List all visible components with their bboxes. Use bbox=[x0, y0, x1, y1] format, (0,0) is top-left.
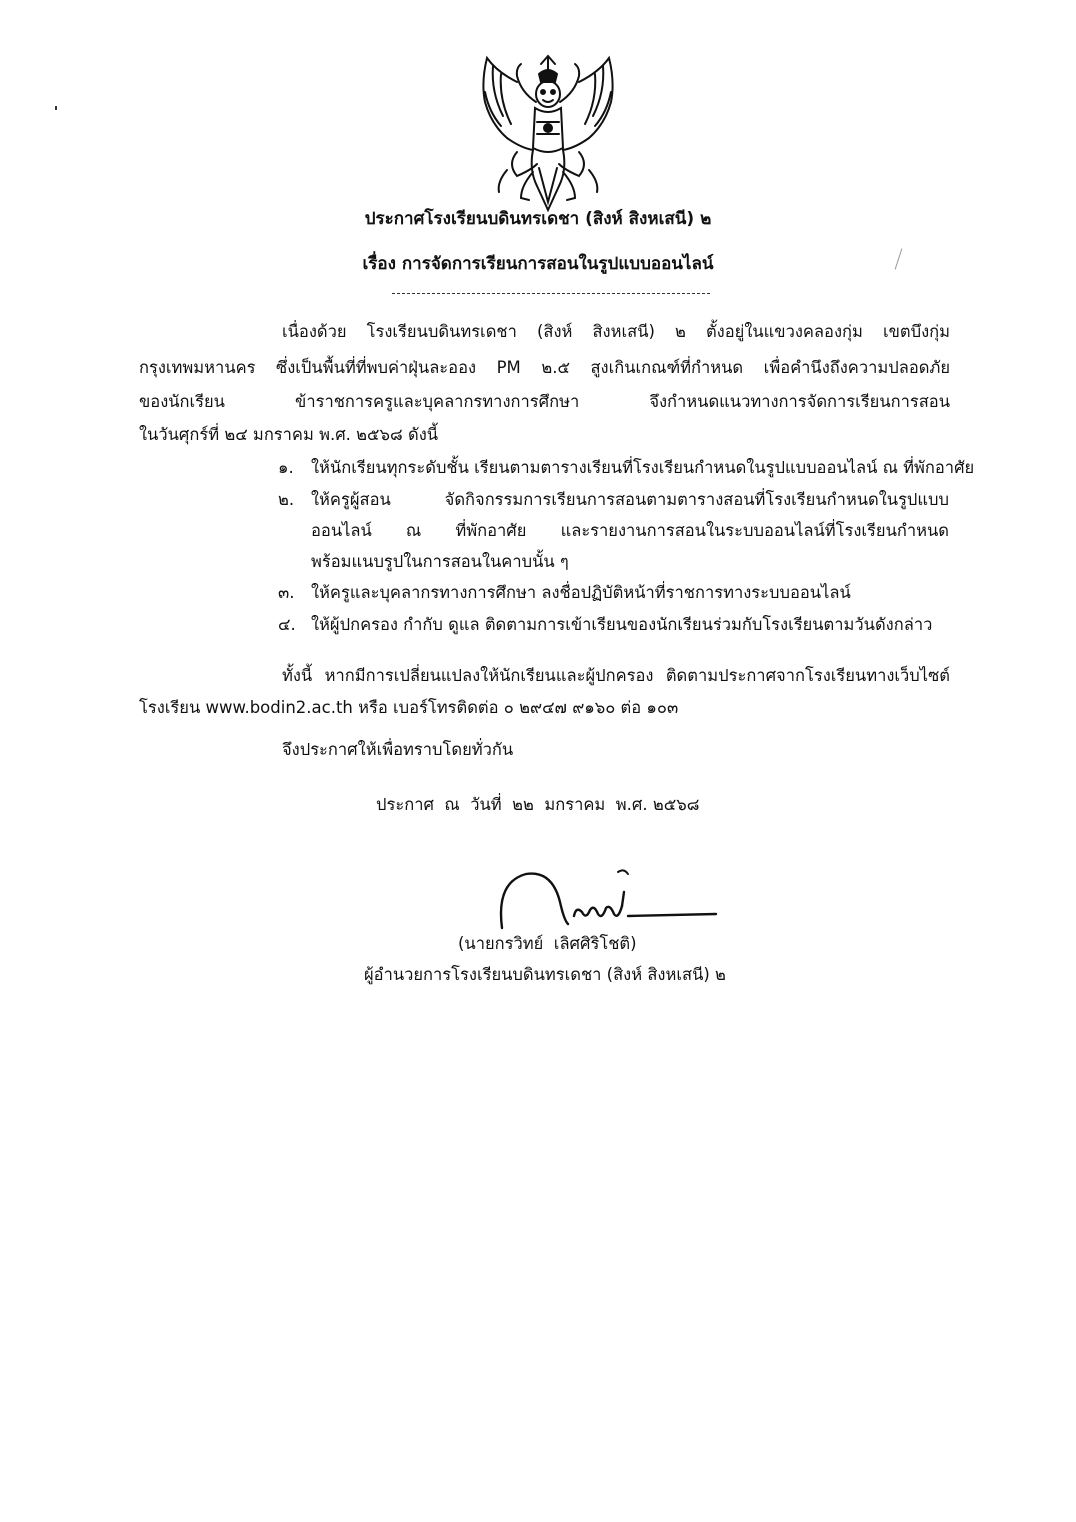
announcement-title: ประกาศโรงเรียนบดินทรเดชา (สิงห์ สิงหเสนี) ๒ bbox=[364, 209, 712, 229]
signatory-position: ผู้อำนวยการโรงเรียนบดินทรเดชา (สิงห์ สิงหเสนี) ๒ bbox=[364, 965, 726, 984]
item-number: ๔. bbox=[278, 615, 296, 634]
announcement-date: ประกาศ ณ วันที่ ๒๒ มกราคม พ.ศ. ๒๕๖๘ bbox=[376, 795, 700, 814]
item-3-line-1: ให้ครูและบุคลากรทางการศึกษา ลงชื่อปฏิบัติหน้าที่ราชการทางระบบออนไลน์ bbox=[311, 583, 851, 602]
intro-line-1: เนื่องด้วย โรงเรียนบดินทรเดชา (สิงห์ สิงหเสนี) ๒ ตั้งอยู่ในแขวงคลองกุ่ม เขตบึงกุ่ม bbox=[282, 322, 950, 341]
closing-text: จึงประกาศให้เพื่อทราบโดยทั่วกัน bbox=[282, 740, 514, 759]
handwritten-signature-icon bbox=[490, 862, 720, 932]
item-2-line-2: ออนไลน์ ณ ที่พักอาศัย และรายงานการสอนในระบบออนไลน์ที่โรงเรียนกำหนด bbox=[311, 521, 949, 540]
item-number: ๑. bbox=[278, 458, 294, 477]
title-divider bbox=[392, 293, 710, 294]
item-number: ๒. bbox=[278, 490, 295, 509]
item-4-line-1: ให้ผู้ปกครอง กำกับ ดูแล ติดตามการเข้าเรียนของนักเรียนร่วมกับโรงเรียนตามวันดังกล่าว bbox=[311, 615, 933, 634]
item-2-line-3: พร้อมแนบรูปในการสอนในคาบนั้น ๆ bbox=[311, 552, 569, 571]
scan-speck bbox=[55, 106, 57, 110]
intro-line-3: ของนักเรียน ข้าราชการครูและบุคลากรทางการศึกษา จึงกำหนดแนวทางการจัดการเรียนการสอน bbox=[139, 392, 950, 411]
garuda-emblem-icon bbox=[477, 52, 619, 214]
item-2-line-1: ให้ครูผู้สอน จัดกิจกรรมการเรียนการสอนตามตารางสอนที่โรงเรียนกำหนดในรูปแบบ bbox=[311, 490, 949, 509]
signatory-name: (นายกรวิทย์ เลิศศิริโชติ) bbox=[458, 934, 637, 953]
intro-line-2: กรุงเทพมหานคร ซึ่งเป็นพื้นที่ที่พบค่าฝุ่นละออง PM ๒.๕ สูงเกินเกณฑ์ที่กำหนด เพื่อคำนึงถึงความปลอดภัย bbox=[139, 358, 950, 377]
note-line-1: ทั้งนี้ หากมีการเปลี่ยนแปลงให้นักเรียนและผู้ปกครอง ติดตามประกาศจากโรงเรียนทางเว็บไซต์ bbox=[282, 666, 950, 685]
item-number: ๓. bbox=[278, 583, 295, 602]
intro-line-4: ในวันศุกร์ที่ ๒๔ มกราคม พ.ศ. ๒๕๖๘ ดังนี้ bbox=[139, 425, 439, 444]
announcement-subject: เรื่อง การจัดการเรียนการสอนในรูปแบบออนไลน์ bbox=[362, 254, 714, 274]
item-1-line-1: ให้นักเรียนทุกระดับชั้น เรียนตามตารางเรียนที่โรงเรียนกำหนดในรูปแบบออนไลน์ ณ ที่พักอาศัย bbox=[311, 458, 975, 477]
note-line-2: โรงเรียน www.bodin2.ac.th หรือ เบอร์โทรติดต่อ ๐ ๒๙๔๗ ๙๑๖๐ ต่อ ๑๐๓ bbox=[139, 698, 679, 717]
